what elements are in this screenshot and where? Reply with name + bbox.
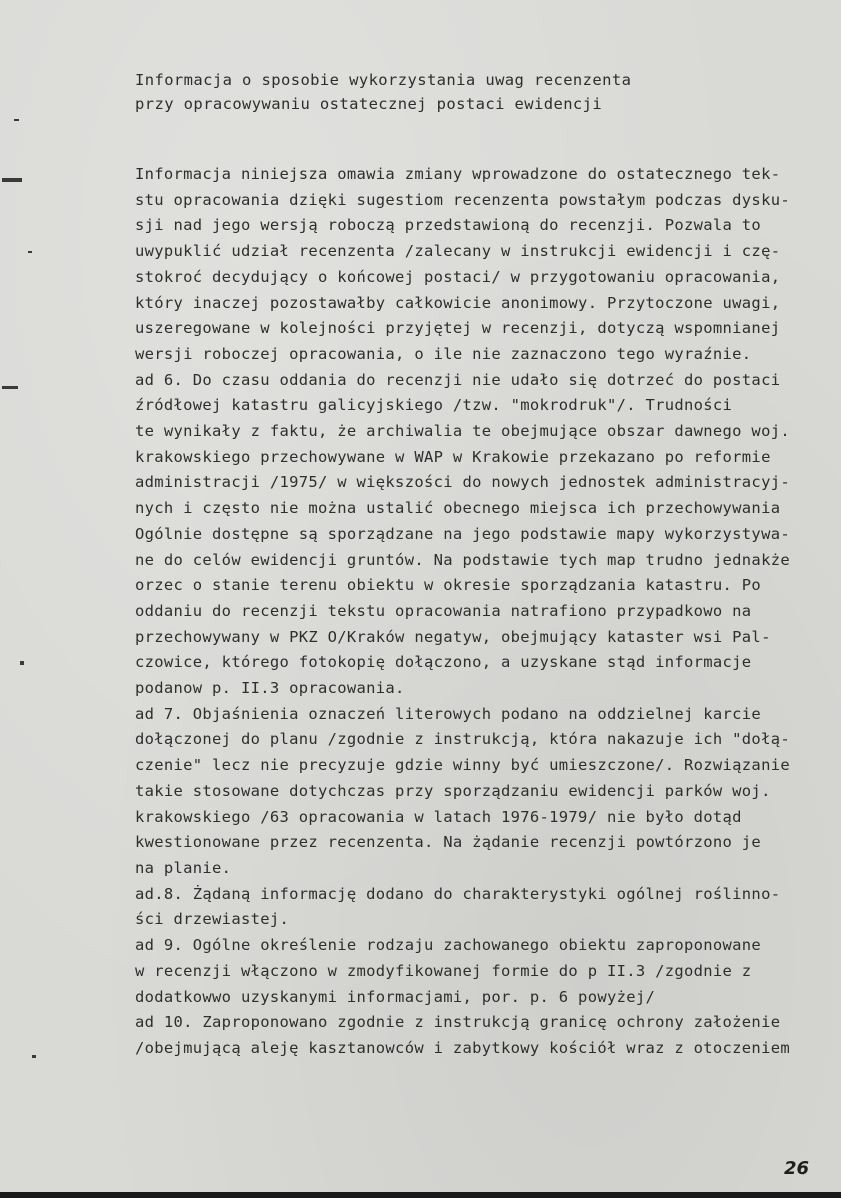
scan-edge bbox=[0, 1192, 841, 1198]
heading-line: przy opracowywaniu ostatecznej postaci ewidencji bbox=[135, 95, 603, 113]
body-line: stokroć decydujący o końcowej postaci/ w przygotowaniu opracowania, bbox=[135, 267, 781, 286]
page-number: 26 bbox=[784, 1158, 810, 1179]
body-line: administracji /1975/ w większości do nowych jednostek administracyj- bbox=[135, 473, 790, 492]
body-line: ad 7. Objaśnienia oznaczeń literowych podano na oddzielnej karcie bbox=[135, 704, 762, 723]
margin-mark bbox=[20, 661, 24, 665]
body-line: czenie" lecz nie precyzuje gdzie winny być umieszczone/. Rozwiązanie bbox=[135, 756, 790, 775]
margin-mark bbox=[2, 386, 18, 389]
body-line: ad 9. Ogólne określenie rodzaju zachowanego obiektu zaproponowane bbox=[135, 936, 762, 955]
body-line: źródłowej katastru galicyjskiego /tzw. "mokrodruk"/. Trudności bbox=[135, 396, 733, 415]
body-line: krakowskiego /63 opracowania w latach 1976-1979/ nie było dotąd bbox=[135, 807, 742, 826]
body-line: orzec o stanie terenu obiektu w okresie sporządzania katastru. Po bbox=[135, 576, 762, 595]
body-line: sji nad jego wersją roboczą przedstawioną do recenzji. Pozwala to bbox=[135, 216, 762, 235]
margin-mark bbox=[28, 251, 32, 253]
body-line: uwypuklić udział recenzenta /zalecany w instrukcji ewidencji i czę- bbox=[135, 242, 781, 261]
margin-mark bbox=[2, 178, 22, 182]
body-line: podanow p. II.3 opracowania. bbox=[135, 679, 405, 698]
body-line: na planie. bbox=[135, 858, 232, 877]
body-line: dodatkowwo uzyskanymi informacjami, por. p. 6 powyżej/ bbox=[135, 987, 656, 1006]
body-line: oddaniu do recenzji tekstu opracowania natrafiono przypadkowo na bbox=[135, 601, 752, 620]
body-line: ad 10. Zaproponowano zgodnie z instrukcją granicę ochrony założenie bbox=[135, 1013, 781, 1032]
body-line: Ogólnie dostępne są sporządzane na jego podstawie mapy wykorzystywa- bbox=[135, 524, 790, 543]
body-line: /obejmującą aleję kasztanowców i zabytkowy kościół wraz z otoczeniem bbox=[135, 1038, 790, 1057]
body-line: uszeregowane w kolejności przyjętej w recenzji, dotyczą wspomnianej bbox=[135, 319, 781, 338]
body-line: te wynikały z faktu, że archiwalia te obejmujące obszar dawnego woj. bbox=[135, 422, 790, 441]
body-line: takie stosowane dotychczas przy sporządzaniu ewidencji parków woj. bbox=[135, 781, 771, 800]
body-line: przechowywany w PKZ O/Kraków negatyw, obejmujący kataster wsi Pal- bbox=[135, 627, 771, 646]
body-line: w recenzji włączono w zmodyfikowanej formie do p II.3 /zgodnie z bbox=[135, 961, 752, 980]
body-line: krakowskiego przechowywane w WAP w Krakowie przekazano po reformie bbox=[135, 447, 771, 466]
body-line: nych i często nie można ustalić obecnego miejsca ich przechowywania bbox=[135, 499, 781, 518]
document-heading bbox=[135, 68, 631, 116]
body-line: ad 6. Do czasu oddania do recenzji nie udało się dotrzeć do postaci bbox=[135, 370, 781, 389]
body-line: dołączonej do planu /zgodnie z instrukcją, która nakazuje ich "dołą- bbox=[135, 730, 790, 749]
body-line: ad.8. Żądaną informację dodano do charakterystyki ogólnej roślinno- bbox=[135, 884, 781, 903]
body-line: czowice, którego fotokopię dołączono, a uzyskane stąd informacje bbox=[135, 653, 752, 672]
body-line: wersji roboczej opracowania, o ile nie zaznaczono tego wyraźnie. bbox=[135, 344, 752, 363]
body-line: który inaczej pozostawałby całkowicie anonimowy. Przytoczone uwagi, bbox=[135, 293, 781, 312]
body-line: ści drzewiastej. bbox=[135, 910, 290, 929]
margin-mark bbox=[32, 1055, 36, 1058]
document-body bbox=[135, 162, 841, 1062]
body-line: kwestionowane przez recenzenta. Na żądanie recenzji powtórzono je bbox=[135, 833, 762, 852]
body-line: ne do celów ewidencji gruntów. Na podstawie tych map trudno jednakże bbox=[135, 550, 790, 569]
body-line: Informacja niniejsza omawia zmiany wprowadzone do ostatecznego tek- bbox=[135, 165, 781, 183]
body-line: stu opracowania dzięki sugestiom recenzenta powstałym podczas dysku- bbox=[135, 190, 790, 209]
heading-line: Informacja o sposobie wykorzystania uwag recenzenta bbox=[135, 71, 632, 89]
margin-mark bbox=[14, 119, 19, 121]
